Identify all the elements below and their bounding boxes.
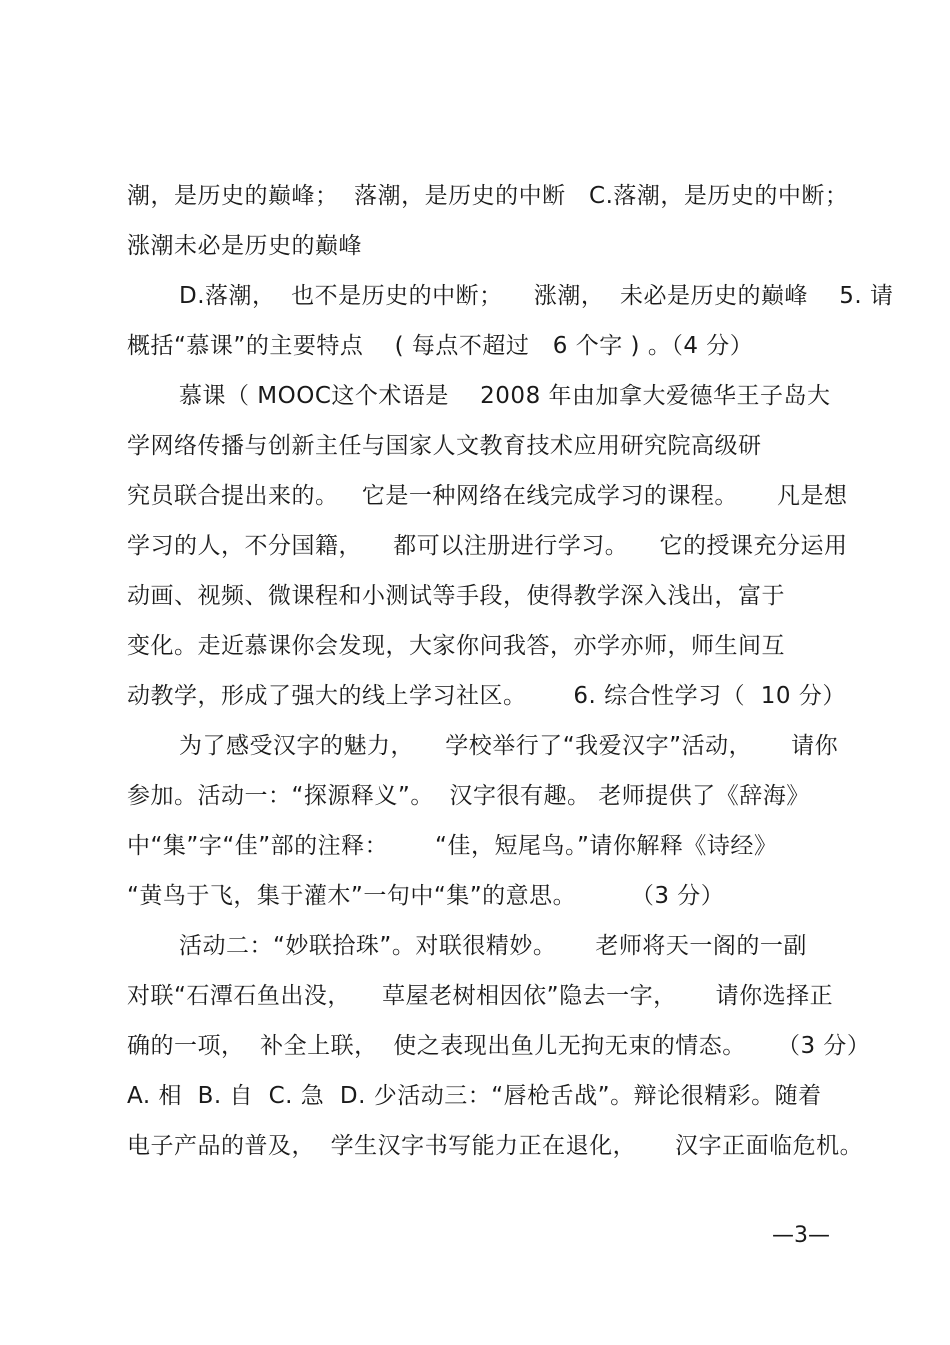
text-line: 学网络传播与创新主任与国家人文教育技术应用研究院高级研 xyxy=(127,433,762,459)
text-line: 慕课（ MOOC这个术语是 2008 年由加拿大爱德华王子岛大 xyxy=(179,383,831,409)
text-line: 概括“慕课”的主要特点 ( 每点不超过 6 个字 ) 。（4 分） xyxy=(127,333,754,359)
text-line: 动画、视频、微课程和小测试等手段，使得教学深入浅出，富于 xyxy=(127,583,785,609)
text-line: 为了感受汉字的魅力， 学校举行了“我爱汉字”活动， 请你 xyxy=(179,733,839,759)
text-line: 对联“石潭石鱼出没， 草屋老树相因依”隐去一字， 请你选择正 xyxy=(127,983,834,1009)
text-line: “黄鸟于飞，集于灌木”一句中“集”的意思。 （3 分） xyxy=(127,883,725,909)
text-line: 变化。走近慕课你会发现，大家你问我答，亦学亦师，师生间互 xyxy=(127,633,785,659)
text-line: 电子产品的普及， 学生汉字书写能力正在退化， 汉字正面临危机。 xyxy=(127,1133,864,1159)
text-line: 确的一项， 补全上联， 使之表现出鱼儿无拘无束的情态。 （3 分） xyxy=(127,1033,871,1059)
text-line: A. 相 B. 自 C. 急 D. 少活动三：“唇枪舌战”。辩论很精彩。随着 xyxy=(127,1083,822,1109)
page-number: —3— xyxy=(772,1223,830,1248)
text-line: 参加。活动一：“探源释义”。 汉字很有趣。 老师提供了《辞海》 xyxy=(127,783,810,809)
text-line: 学习的人，不分国籍， 都可以注册进行学习。 它的授课充分运用 xyxy=(127,533,848,559)
text-line: 究员联合提出来的。 它是一种网络在线完成学习的课程。 凡是想 xyxy=(127,483,848,509)
text-line: 潮，是历史的巅峰； 落潮，是历史的中断 C.落潮，是历史的中断； xyxy=(127,183,849,209)
text-line: D.落潮， 也不是历史的中断； 涨潮， 未必是历史的巅峰 5. 请 xyxy=(179,283,894,309)
text-line: 活动二：“妙联拾珠”。对联很精妙。 老师将天一阁的一副 xyxy=(179,933,807,959)
text-line: 中“集”字“佳”部的注释： “佳，短尾鸟。”请你解释《诗经》 xyxy=(127,833,778,859)
text-line: 涨潮未必是历史的巅峰 xyxy=(127,233,362,259)
text-line: 动教学，形成了强大的线上学习社区。 6. 综合性学习（ 10 分） xyxy=(127,683,846,709)
